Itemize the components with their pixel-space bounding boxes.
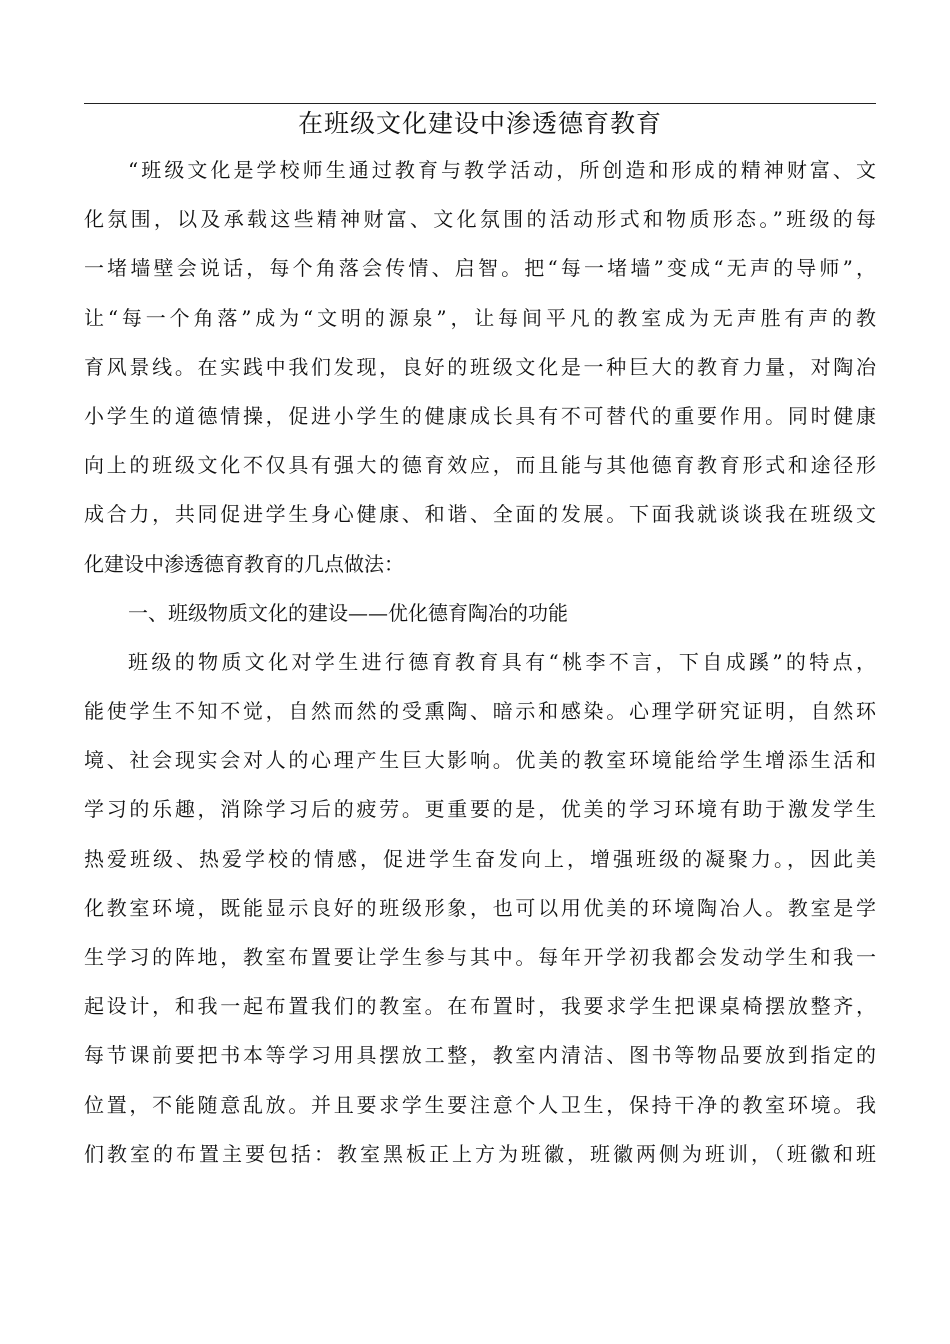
text-line: 们教室的布置主要包括：教室黑板正上方为班徽，班徽两侧为班训，（班徽和班 — [84, 1141, 876, 1166]
text-line: 热爱班级、热爱学校的情感，促进学生奋发向上，增强班级的凝聚力。，因此美 — [84, 846, 876, 871]
text-line: 位置，不能随意乱放。并且要求学生要注意个人卫生，保持干净的教室环境。我 — [84, 1092, 876, 1117]
text-line: 每节课前要把书本等学习用具摆放工整，教室内清洁、图书等物品要放到指定的 — [84, 1043, 876, 1068]
document-body — [84, 146, 876, 1179]
text-line: 境、社会现实会对人的心理产生巨大影响。优美的教室环境能给学生增添生活和 — [84, 748, 876, 773]
text-line: 让“每一个角落”成为“文明的源泉”，让每间平凡的教室成为无声胜有声的教 — [84, 305, 876, 330]
text-line: 化氛围，以及承载这些精神财富、文化氛围的活动形式和物质形态。”班级的每 — [84, 207, 876, 232]
header-rule — [84, 103, 876, 104]
text-line: 化教室环境，既能显示良好的班级形象，也可以用优美的环境陶冶人。教室是学 — [84, 895, 876, 920]
text-line: 向上的班级文化不仅具有强大的德育效应，而且能与其他德育教育形式和途径形 — [84, 453, 876, 478]
text-line: 一、班级物质文化的建设——优化德育陶冶的功能 — [128, 600, 568, 625]
text-line: 小学生的道德情操，促进小学生的健康成长具有不可替代的重要作用。同时健康 — [84, 403, 876, 428]
text-line: 化建设中渗透德育教育的几点做法： — [84, 551, 404, 576]
text-line: 能使学生不知不觉，自然而然的受熏陶、暗示和感染。心理学研究证明，自然环 — [84, 699, 876, 724]
text-line: 学习的乐趣，消除学习后的疲劳。更重要的是，优美的学习环境有助于激发学生 — [84, 797, 876, 822]
text-line: 生学习的阵地，教室布置要让学生参与其中。每年开学初我都会发动学生和我一 — [84, 945, 876, 969]
document-title: 在班级文化建设中渗透德育教育 — [297, 109, 662, 138]
text-line: 育风景线。在实践中我们发现，良好的班级文化是一种巨大的教育力量，对陶冶 — [84, 354, 876, 379]
text-line: 成合力，共同促进学生身心健康、和谐、全面的发展。下面我就谈谈我在班级文 — [84, 502, 876, 527]
text-line: 班级的物质文化对学生进行德育教育具有“桃李不言，下自成蹊”的特点， — [128, 649, 876, 674]
text-line: 起设计，和我一起布置我们的教室。在布置时，我要求学生把课桌椅摆放整齐， — [84, 994, 876, 1019]
text-line: “班级文化是学校师生通过教育与教学活动，所创造和形成的精神财富、文 — [128, 158, 876, 182]
text-line: 一堵墙壁会说话，每个角落会传情、启智。把“每一堵墙”变成“无声的导师”， — [84, 256, 876, 281]
